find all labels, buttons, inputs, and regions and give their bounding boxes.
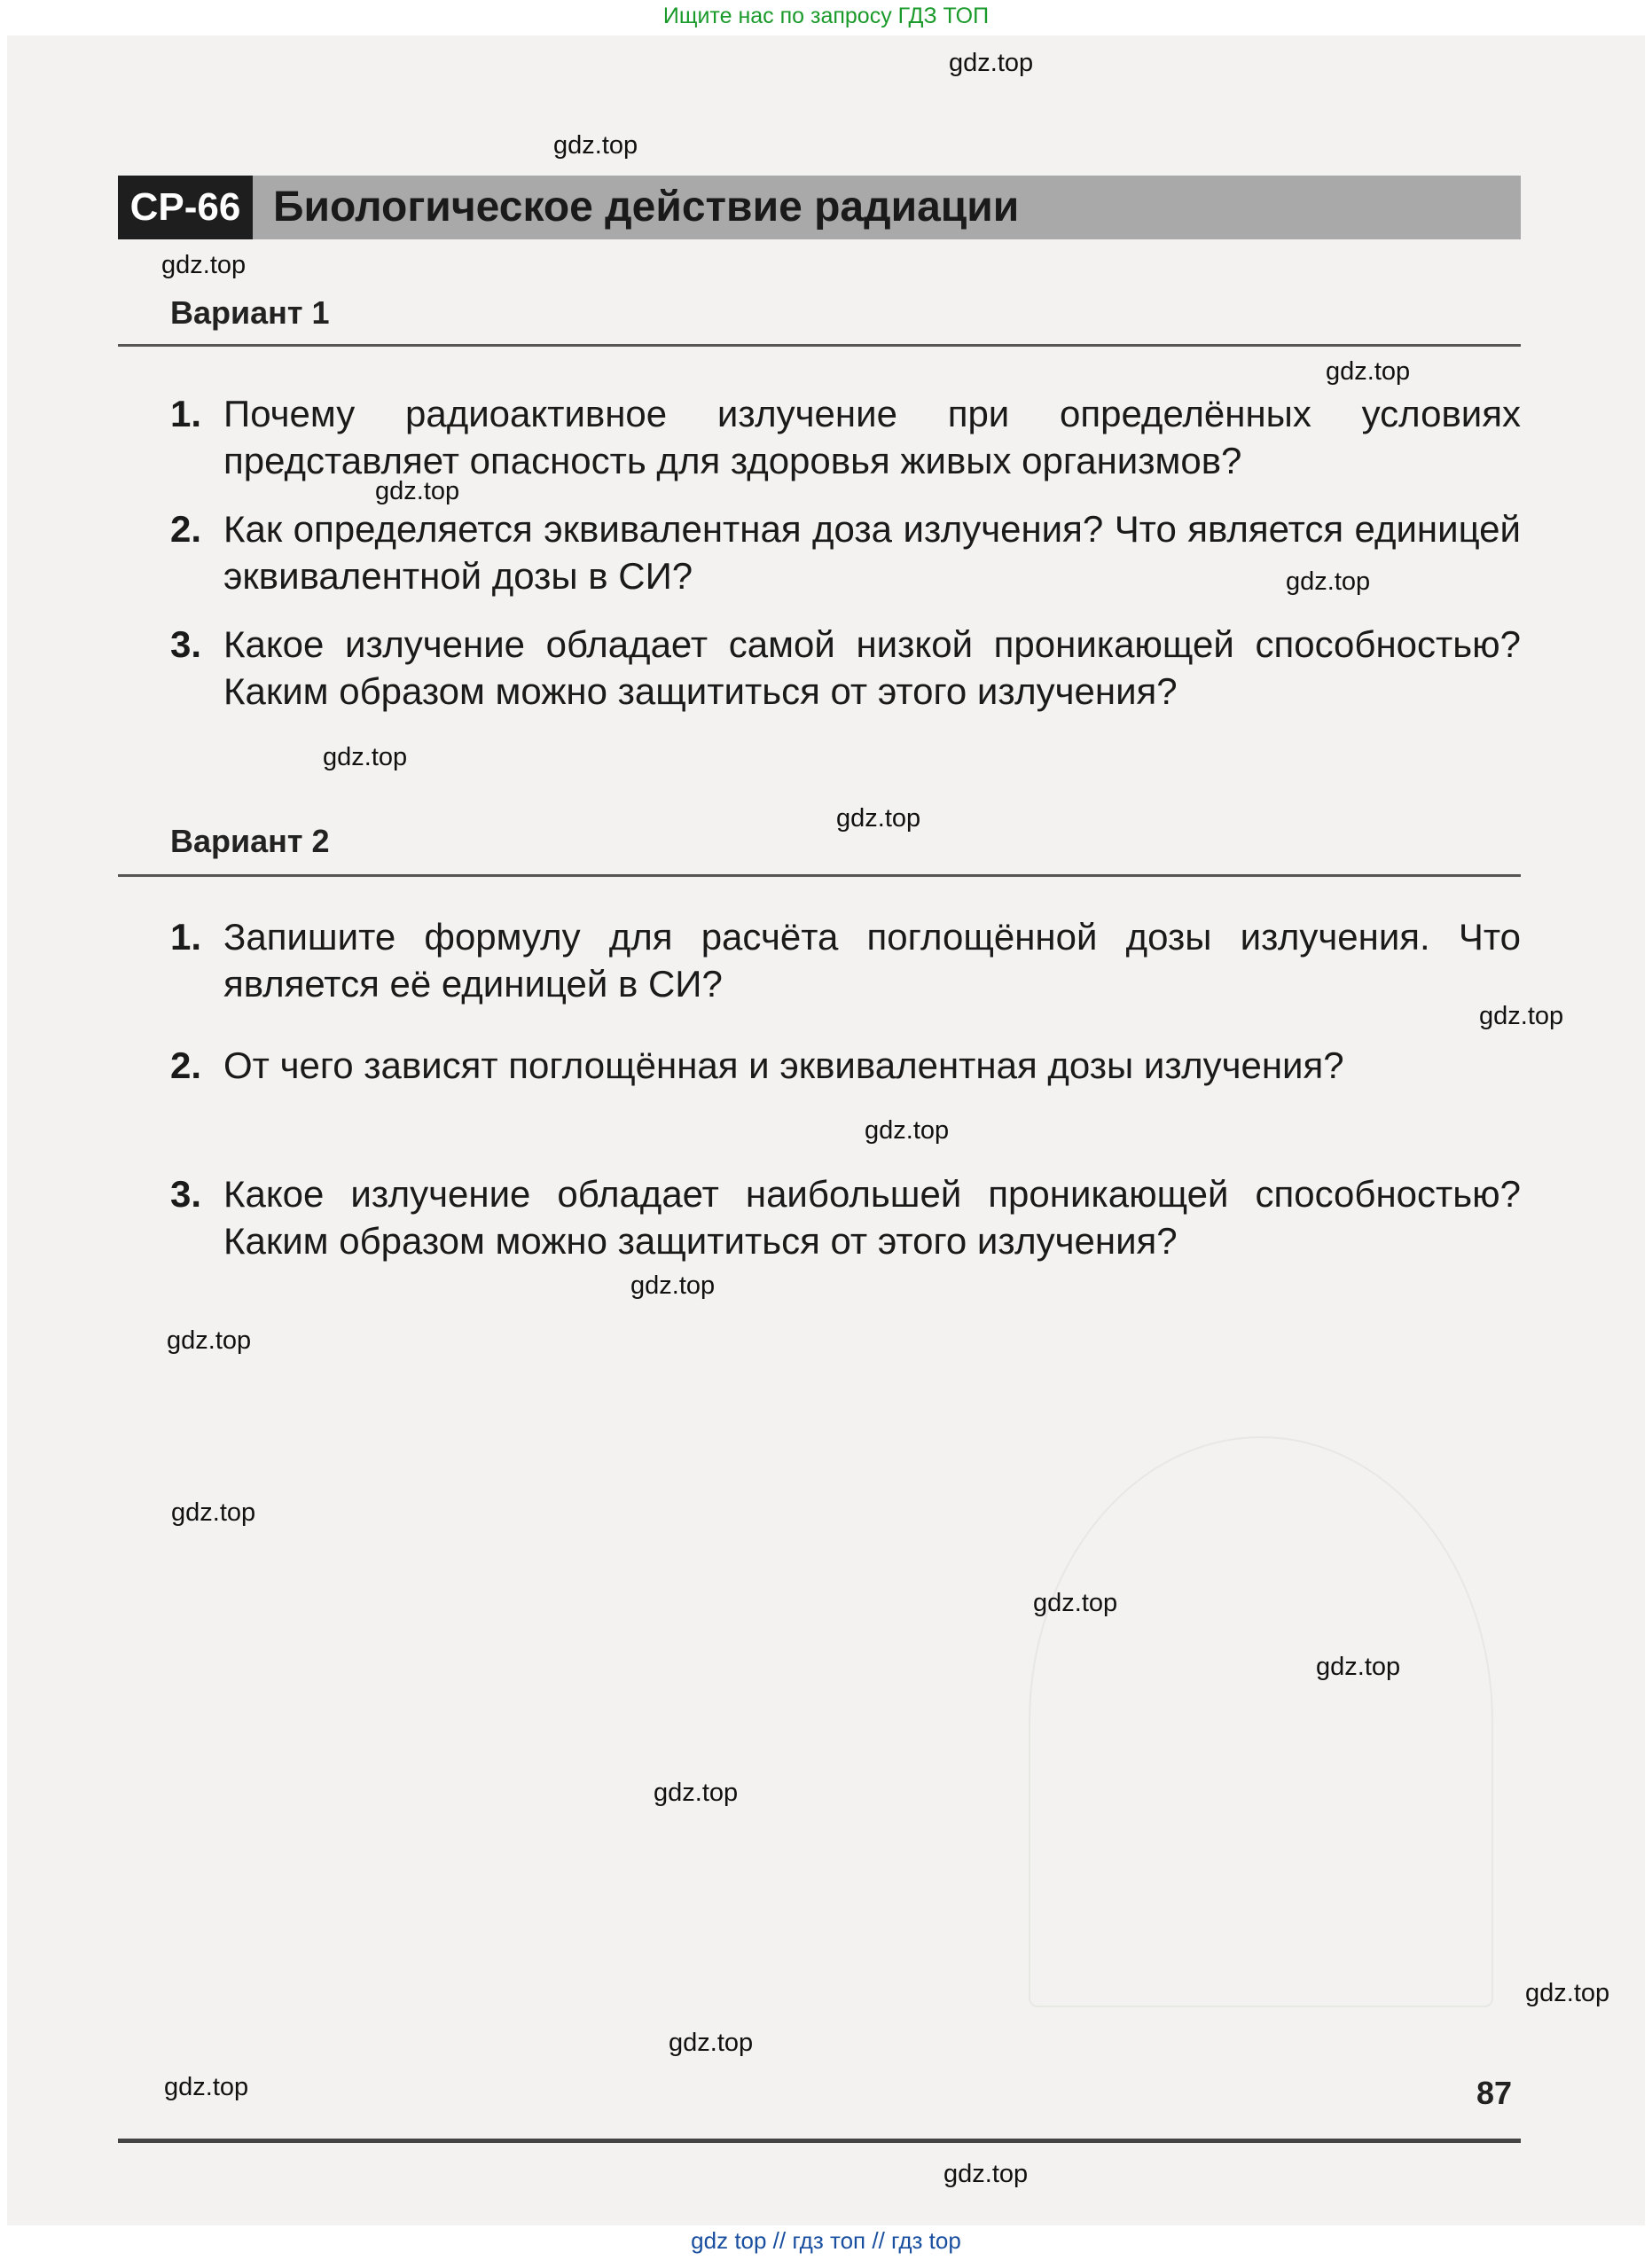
variant-2-title: Вариант 2 <box>170 823 330 859</box>
watermark: gdz.top <box>167 1326 252 1355</box>
watermark: gdz.top <box>669 2029 754 2057</box>
watermark: gdz.top <box>654 1779 739 1807</box>
watermark: gdz.top <box>164 2073 249 2101</box>
variant-2-rule <box>118 874 1521 877</box>
footer-rule <box>118 2139 1521 2143</box>
watermark: gdz.top <box>865 1116 950 1145</box>
question-number: 1. <box>170 916 202 958</box>
question-number: 3. <box>170 623 202 665</box>
variant-2-question-3 <box>170 1170 1521 1264</box>
question-number: 2. <box>170 508 202 550</box>
watermark: gdz.top <box>1326 357 1411 386</box>
variant-1-question-1 <box>170 390 1521 484</box>
question-text: Какое излучение обладает наибольшей проникающей способностью? Каким образом можно защититься от этого излучения? <box>223 1173 1521 1262</box>
question-text: Запишите формулу для расчёта поглощённой дозы излучения. Что является её единицей в СИ? <box>223 916 1521 1005</box>
question-text: Почему радиоактивное излучение при определённых условиях представляет опасность для здоровья живых организмов? <box>223 393 1521 481</box>
watermark: gdz.top <box>630 1271 716 1300</box>
variant-2-question-1 <box>170 913 1521 1007</box>
question-number: 3. <box>170 1173 202 1215</box>
question-text: От чего зависят поглощённая и эквивалентная дозы излучения? <box>223 1044 1344 1086</box>
watermark: gdz.top <box>375 477 460 505</box>
question-number: 1. <box>170 393 202 434</box>
variant-1-title: Вариант 1 <box>170 294 330 331</box>
section-code: СР-66 <box>118 176 253 239</box>
watermark: gdz.top <box>1286 567 1371 596</box>
watermark: gdz.top <box>323 743 408 771</box>
bleed-through-figure <box>1029 1436 1493 2007</box>
page-number: 87 <box>1476 2075 1513 2111</box>
watermark: gdz.top <box>1479 1002 1564 1030</box>
watermark: gdz.top <box>1316 1653 1401 1681</box>
watermark: gdz.top <box>943 2160 1029 2188</box>
watermark: gdz.top <box>1033 1589 1118 1617</box>
variant-2-question-2 <box>170 1042 1521 1089</box>
variant-1-rule <box>118 344 1521 347</box>
watermark: gdz.top <box>1525 1979 1610 2007</box>
watermark: gdz.top <box>171 1498 256 1527</box>
variant-1-question-3 <box>170 621 1521 715</box>
watermark: gdz.top <box>161 251 247 279</box>
question-number: 2. <box>170 1044 202 1086</box>
question-text: Какое излучение обладает самой низкой проникающей способностью? Каким образом можно защититься от этого излучения? <box>223 623 1521 712</box>
question-text: Как определяется эквивалентная доза излучения? Что является единицей эквивалентной дозы в СИ? <box>223 508 1521 597</box>
watermark: gdz.top <box>553 131 638 160</box>
bottom-banner[interactable]: gdz top // гдз топ // гдз top <box>691 2227 961 2254</box>
watermark: gdz.top <box>836 804 921 833</box>
watermark: gdz.top <box>949 49 1034 77</box>
section-title: Биологическое действие радиации <box>273 184 1020 231</box>
top-banner[interactable]: Ищите нас по запросу ГДЗ ТОП <box>662 4 990 28</box>
